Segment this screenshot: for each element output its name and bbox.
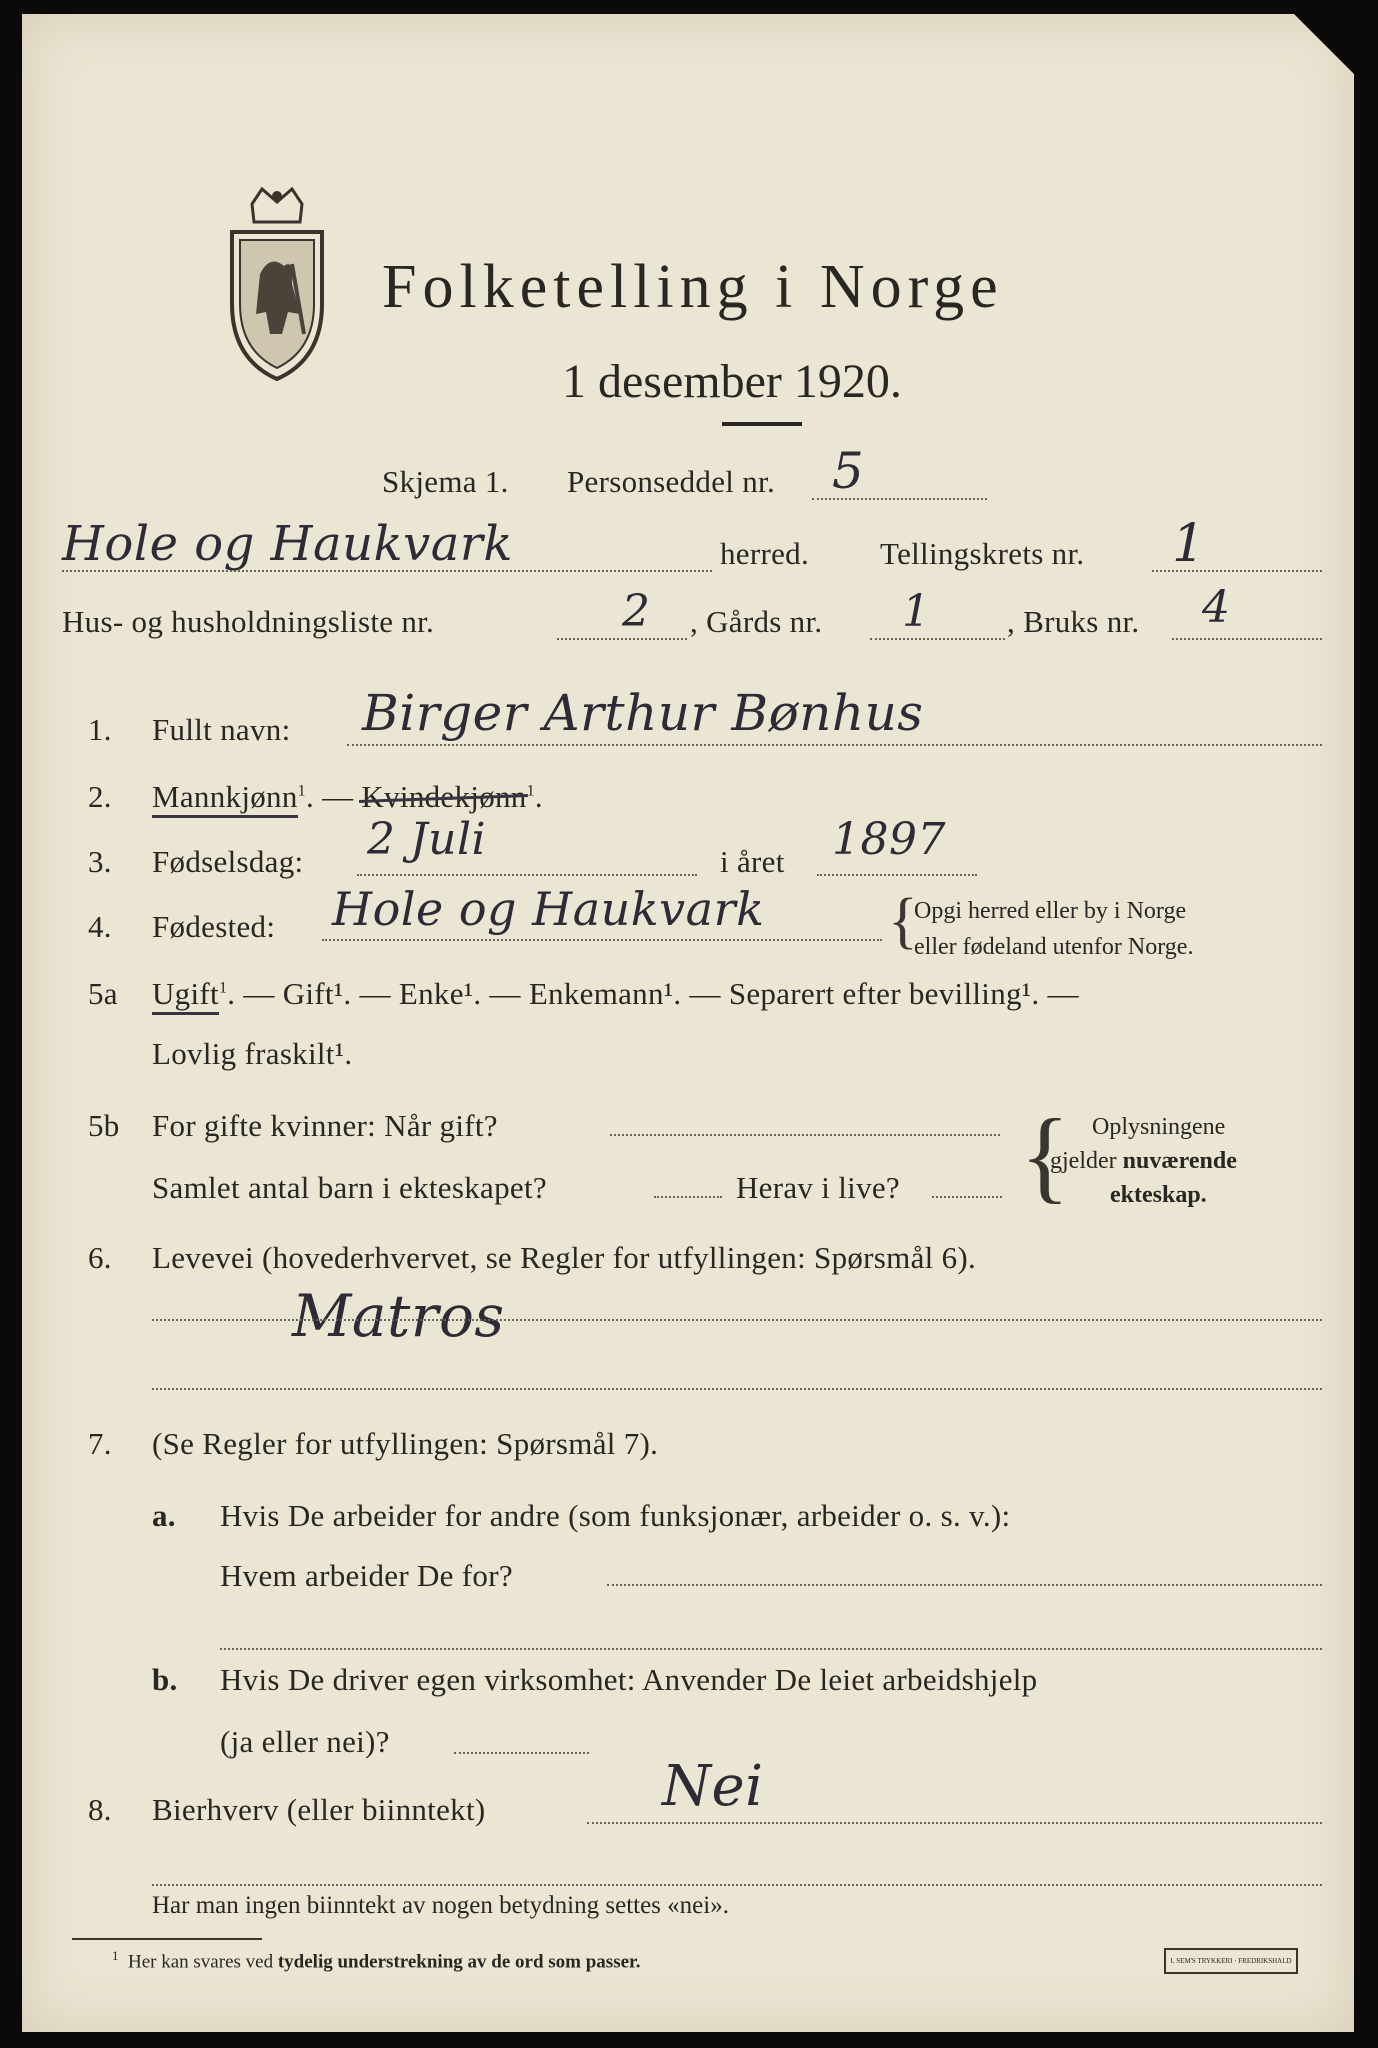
footnote: $^1$ Her kan svares ved tydelig understrekning av de ord som passer. (112, 1948, 641, 1973)
census-date: 1 desember 1920. (562, 355, 902, 408)
female-option[interactable]: Kvindekjønn (361, 779, 527, 814)
title-divider (722, 422, 802, 426)
husliste-value[interactable]: 2 (622, 586, 651, 637)
employer-line-2 (220, 1648, 1322, 1650)
herred-line (62, 570, 712, 572)
q1-number: 1. (88, 712, 112, 747)
marriage-note-2: gjelder nuværende (1050, 1148, 1237, 1174)
q5a-marital-options: Ugift$^1$. — Gift¹. — Enke¹. — Enkemann¹. — Separert efter bevilling¹. — (152, 976, 1079, 1012)
q7a-number: a. (152, 1498, 176, 1533)
q6-number: 6. (88, 1240, 112, 1275)
ugift-option[interactable]: Ugift (152, 976, 219, 1015)
q2-sex-options: Mannkjønn$^1$. — Kvindekjønn$^1$. (152, 779, 543, 815)
occupation-value[interactable]: Matros (292, 1282, 505, 1350)
q3-label: Fødselsdag: (152, 844, 304, 879)
q7-label: (Se Regler for utfyllingen: Spørsmål 7). (152, 1426, 659, 1461)
occupation-line-1 (152, 1319, 1322, 1321)
marriage-note-3: ekteskap. (1110, 1182, 1207, 1208)
tellingskrets-line (1152, 570, 1322, 572)
male-option[interactable]: Mannkjønn (152, 779, 298, 818)
birth-year-value[interactable]: 1897 (832, 814, 946, 865)
personseddel-line (812, 498, 987, 500)
q5b-number: 5b (88, 1108, 120, 1143)
folded-corner (1294, 14, 1354, 74)
coat-of-arms-icon (222, 184, 332, 384)
q7b-number: b. (152, 1662, 178, 1697)
side-income-line-2 (152, 1884, 1322, 1886)
full-name-line (347, 744, 1322, 746)
form-title: Folketelling i Norge (382, 253, 1004, 321)
employer-line (607, 1584, 1322, 1586)
year-label: i året (720, 844, 785, 879)
q4-label: Fødested: (152, 909, 276, 944)
birthplace-line (322, 939, 882, 941)
bruks-line (1172, 638, 1322, 640)
q7-number: 7. (88, 1426, 112, 1461)
gards-line (870, 638, 1005, 640)
q5a-number: 5a (88, 976, 118, 1011)
full-name-value[interactable]: Birger Arthur Bønhus (362, 684, 924, 742)
birth-year-line (817, 874, 977, 876)
husliste-line (557, 638, 687, 640)
q1-label: Fullt navn: (152, 712, 291, 747)
birthplace-note-2: eller fødeland utenfor Norge. (914, 934, 1194, 960)
tellingskrets-label: Tellingskrets nr. (880, 536, 1085, 571)
gards-label: , Gårds nr. (690, 604, 823, 639)
schema-label: Skjema 1. (382, 464, 509, 499)
occupation-line-2 (152, 1388, 1322, 1390)
q2-number: 2. (88, 779, 112, 814)
census-form-sheet (22, 14, 1354, 2032)
side-income-line (587, 1822, 1322, 1824)
birthplace-brace: { (888, 887, 918, 955)
q7a-line1: Hvis De arbeider for andre (som funksjonær, arbeider o. s. v.): (220, 1498, 1011, 1533)
married-when-line (610, 1134, 1000, 1136)
personseddel-label: Personseddel nr. (567, 464, 775, 499)
footnote-divider (72, 1938, 262, 1940)
herred-value[interactable]: Hole og Haukvark (62, 516, 513, 572)
footer-note: Har man ingen biinntekt av nogen betydning settes «nei». (152, 1892, 729, 1919)
husliste-label: Hus- og husholdningsliste nr. (62, 604, 435, 639)
birthday-value[interactable]: 2 Juli (367, 814, 487, 865)
q3-number: 3. (88, 844, 112, 879)
q8-label: Bierhverv (eller biinntekt) (152, 1792, 486, 1827)
q8-number: 8. (88, 1792, 112, 1827)
personseddel-value[interactable]: 5 (832, 442, 865, 500)
children-line (654, 1196, 722, 1198)
bruks-value[interactable]: 4 (1202, 582, 1231, 633)
side-income-value[interactable]: Nei (662, 1754, 764, 1819)
q4-number: 4. (88, 909, 112, 944)
q5b-children-label: Samlet antal barn i ekteskapet? (152, 1170, 547, 1205)
q7b-line1: Hvis De driver egen virksomhet: Anvender De leiet arbeidshjelp (220, 1662, 1038, 1697)
alive-line (932, 1196, 1002, 1198)
birthplace-note-1: Opgi herred eller by i Norge (914, 898, 1187, 924)
bruks-label: , Bruks nr. (1007, 604, 1140, 639)
q5a-line2: Lovlig fraskilt¹. (152, 1036, 353, 1071)
q5b-married-when: For gifte kvinner: Når gift? (152, 1108, 498, 1143)
printer-stamp: I. SEM'S TRYKKERI · FREDRIKSHALD (1164, 1948, 1298, 1974)
q7b-line2: (ja eller nei)? (220, 1724, 390, 1759)
birthday-line (357, 874, 697, 876)
q5b-alive-label: Herav i live? (736, 1170, 900, 1205)
gards-value[interactable]: 1 (902, 586, 931, 637)
tellingskrets-value[interactable]: 1 (1172, 514, 1206, 574)
hired-help-line (454, 1752, 589, 1754)
marriage-note-brace: { (1020, 1098, 1070, 1213)
marriage-note-1: Oplysningene (1092, 1114, 1226, 1140)
birthplace-value[interactable]: Hole og Haukvark (332, 882, 765, 936)
q6-label: Levevei (hovederhvervet, se Regler for utfyllingen: Spørsmål 6). (152, 1240, 977, 1275)
herred-label: herred. (720, 536, 810, 571)
q7a-line2: Hvem arbeider De for? (220, 1558, 513, 1593)
